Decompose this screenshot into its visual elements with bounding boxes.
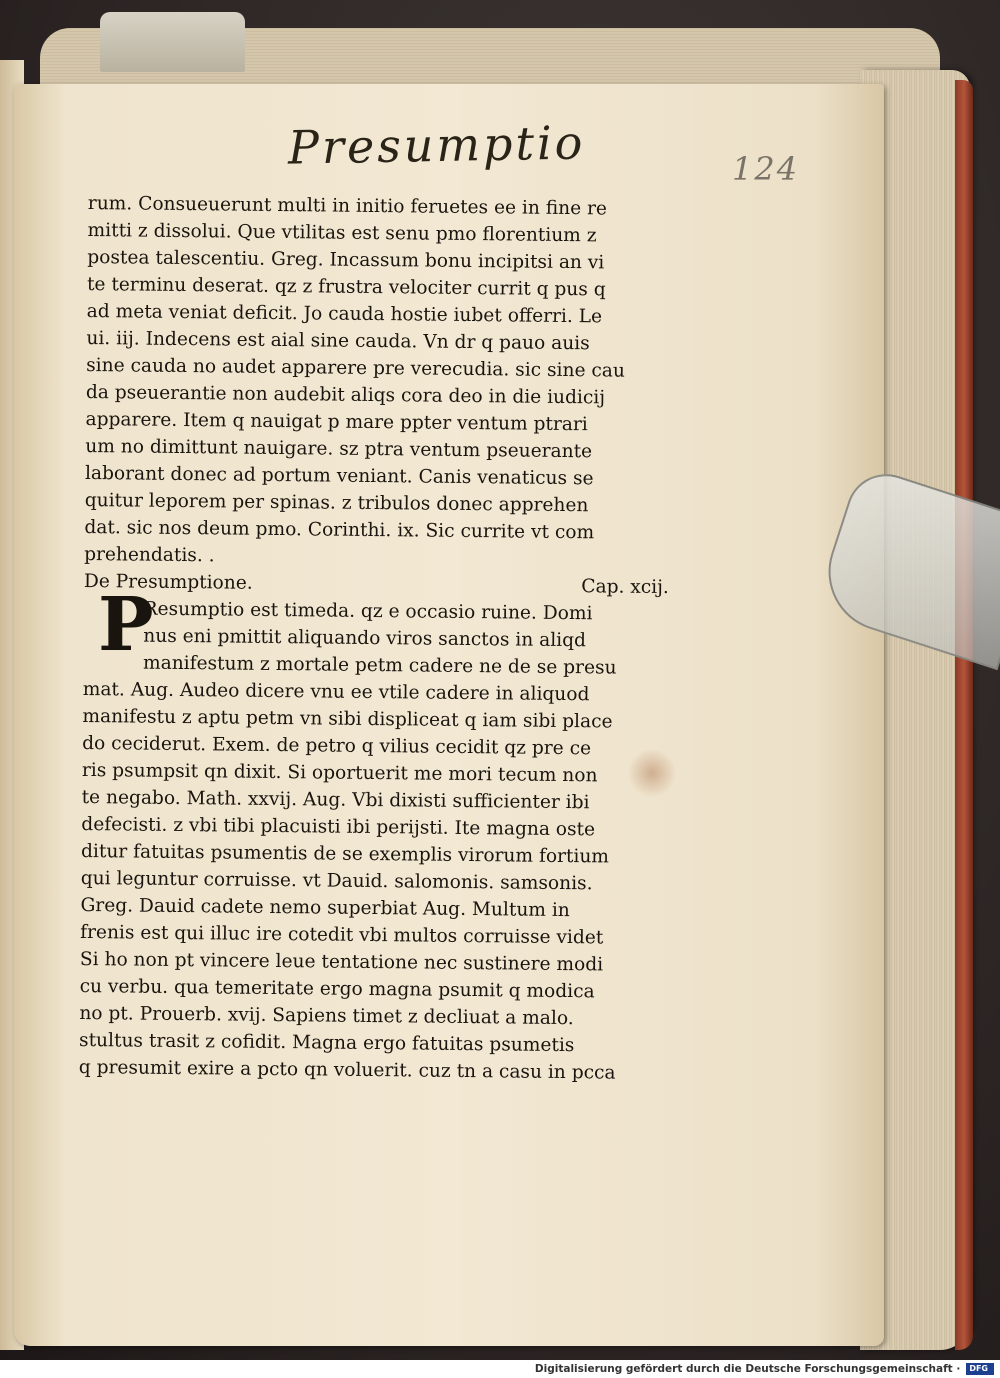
text-line: nus eni pmittit aliquando viros sanctos in aliqd <box>143 625 587 652</box>
text-line: da pseuerantie non audebit aliqs cora deo in die iudicij <box>85 381 606 409</box>
text-line: cu verbu. qua temeritate ergo magna psumit q modica <box>79 975 595 1003</box>
book-tab <box>100 12 245 72</box>
drop-capital: P <box>98 582 154 668</box>
chapter-number: Cap. xcij. <box>581 576 669 599</box>
text-line: no pt. Prouerb. xvij. Sapiens timet z decliuat a malo. <box>79 1002 574 1030</box>
text-line: qui leguntur corruisse. vt Dauid. salomonis. samsonis. <box>80 867 593 895</box>
text-line: Resumptio est timeda. qz e occasio ruine. Domi <box>143 598 593 625</box>
footer-credit <box>0 1360 1000 1378</box>
text-line: te terminu deserat. qz z frustra velociter currit q pus q <box>86 273 606 301</box>
text-line: Si ho non pt vincere leue tentatione nec sustinere modi <box>79 948 604 976</box>
text-line: dat. sic nos deum pmo. Corinthi. ix. Sic currite vt com <box>84 516 595 544</box>
text-line: rum. Consueuerunt multi in initio feruetes ee in fine re <box>87 192 608 220</box>
text-line: defecisti. z vbi tibi placuisti ibi perijsti. Ite magna oste <box>81 813 596 841</box>
text-line: manifestum z mortale petm cadere ne de se presu <box>142 652 617 679</box>
text-line: laborant donec ad portum veniant. Canis venaticus se <box>84 462 594 490</box>
text-line: ris psumpsit qn dixit. Si oportuerit me mori tecum non <box>81 759 598 787</box>
text-line: ditur fatuitas psumentis de se exemplis virorum fortium <box>80 840 610 868</box>
page-stain <box>628 748 676 798</box>
text-line: um no dimittunt nauigare. sz ptra ventum pseuerante <box>85 435 593 463</box>
text-line: q presumit exire a pcto qn voluerit. cuz tn a casu in pcca <box>78 1056 616 1084</box>
folio-number: 124 <box>732 150 800 188</box>
text-line: ui. iij. Indecens est aial sine cauda. Vn dr q pauo auis <box>86 327 590 355</box>
text-line: ad meta veniat deficit. Jo cauda hostie iubet offerri. Le <box>86 300 603 328</box>
text-line: frenis est qui illuc ire cotedit vbi multos corruisse videt <box>80 921 604 949</box>
text-line: sine cauda no audet apparere pre verecudia. sic sine cau <box>86 354 626 382</box>
text-line: mat. Aug. Audeo dicere vnu ee vtile cadere in aliquod <box>82 678 590 706</box>
text-line: Greg. Dauid cadete nemo superbiat Aug. Multum in <box>80 894 570 922</box>
text-line: manifestu z aptu petm vn sibi displiceat q iam sibi place <box>82 705 613 733</box>
text-line: quitur leporem per spinas. z tribulos donec apprehen <box>84 489 589 517</box>
footer-text: Digitalisierung gefördert durch die Deutsche Forschungsgemeinschaft · <box>534 1363 961 1375</box>
text-line: te negabo. Math. xxvij. Aug. Vbi dixisti sufficienter ibi <box>81 786 590 814</box>
text-line: apparere. Item q nauigat p mare ppter ventum ptrari <box>85 408 588 436</box>
text-line: postea talescentiu. Greg. Incassum bonu incipitsi an vi <box>87 246 605 274</box>
book-binding <box>955 80 973 1350</box>
chapter-title: De Presumptione. <box>83 570 253 594</box>
dfg-logo: DFG <box>966 1363 994 1375</box>
text-line: do ceciderut. Exem. de petro q vilius cecidit qz pre ce <box>82 732 592 760</box>
text-line: prehendatis. . <box>84 543 215 567</box>
page-heading: Presumptio <box>287 115 586 175</box>
body-text <box>79 190 688 1087</box>
text-line: mitti z dissolui. Que vtilitas est senu pmo florentium z <box>87 219 597 247</box>
text-line: stultus trasit z cofidit. Magna ergo fatuitas psumetis <box>78 1029 575 1057</box>
